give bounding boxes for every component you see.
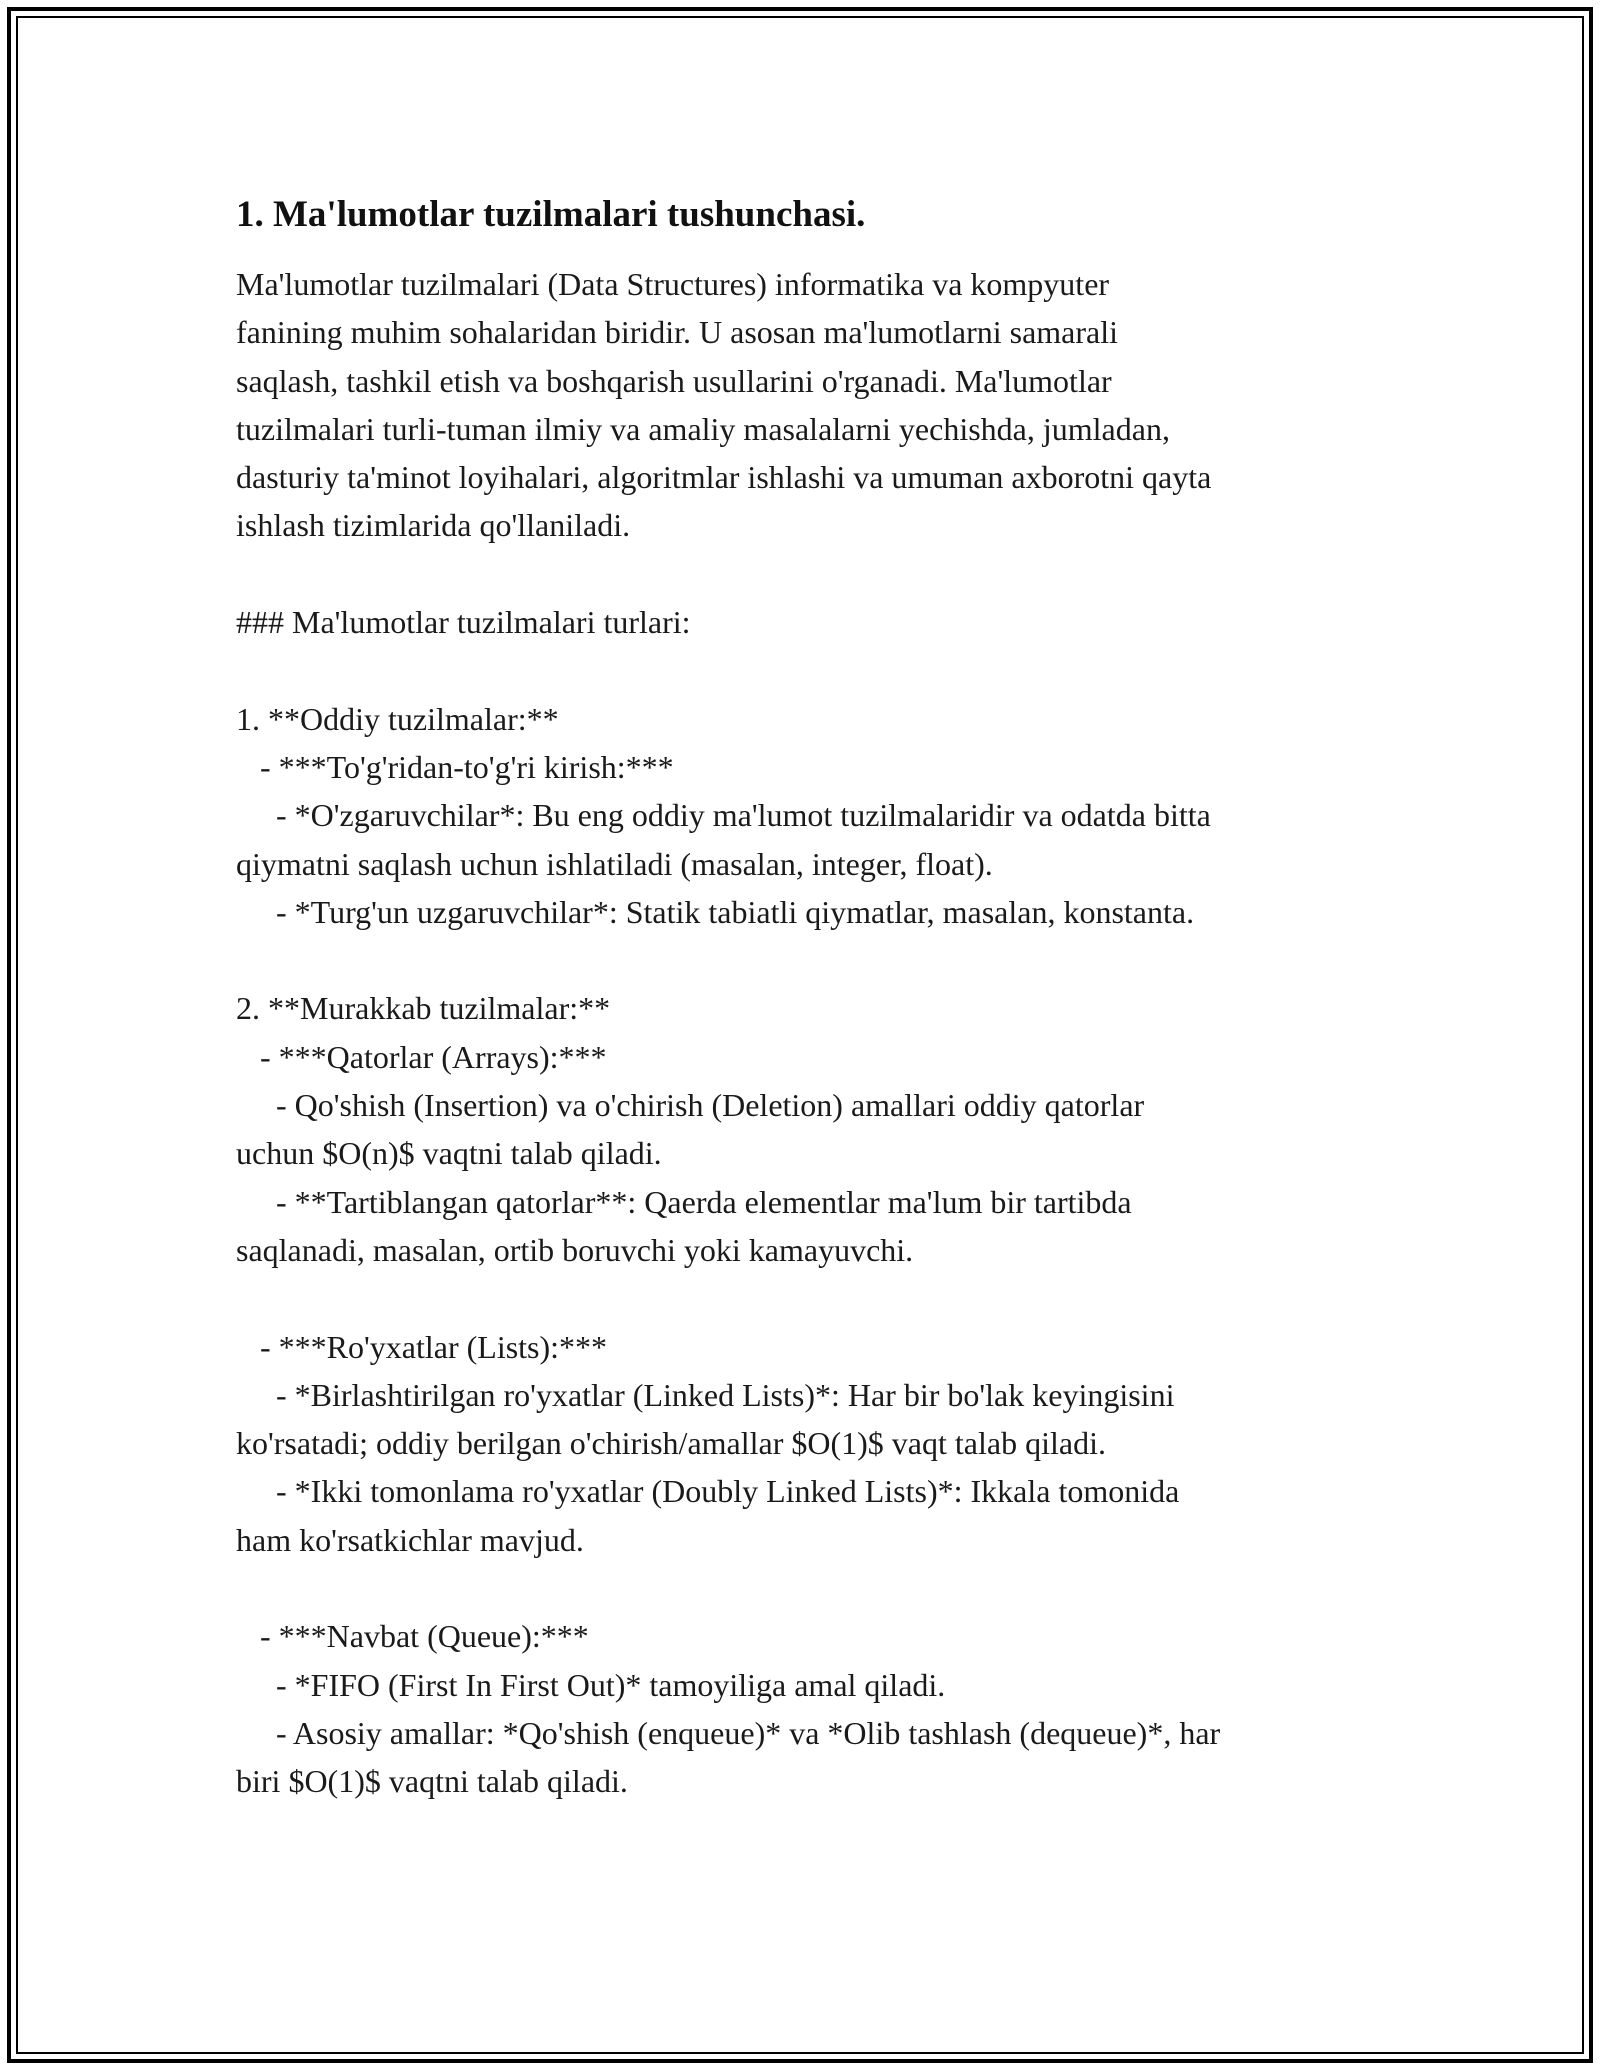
blank-line: [236, 646, 1386, 694]
blank-line: [236, 1564, 1386, 1612]
text-line: - *Ikki tomonlama ro'yxatlar (Doubly Linked Lists)*: Ikkala tomonida: [236, 1473, 1180, 1510]
text-line: - **Tartiblangan qatorlar**: Qaerda elementlar ma'lum bir tartibda: [236, 1183, 1132, 1220]
text-line: - ***To'g'ridan-to'g'ri kirish:***: [236, 748, 674, 785]
text-line: ishlash tizimlarida qo'llaniladi.: [236, 507, 631, 544]
text-line: 2. **Murakkab tuzilmalar:**: [236, 990, 611, 1027]
text-line: - ***Ro'yxatlar (Lists):***: [236, 1328, 608, 1365]
text-line: ham ko'rsatkichlar mavjud.: [236, 1521, 584, 1558]
text-line: qiymatni saqlash uchun ishlatiladi (masalan, integer, float).: [236, 845, 993, 882]
text-line: saqlash, tashkil etish va boshqarish usullarini o'rganadi. Ma'lumotlar: [236, 362, 1112, 399]
text-line: - *Turg'un uzgaruvchilar*: Statik tabiatli qiymatlar, masalan, konstanta.: [236, 893, 1195, 930]
text-line: biri $O(1)$ vaqtni talab qiladi.: [236, 1763, 628, 1800]
document-text: [236, 260, 1386, 1806]
text-line: ko'rsatadi; oddiy berilgan o'chirish/amallar $O(1)$ vaqt talab qiladi.: [236, 1425, 1106, 1462]
page-title: 1. Ma'lumotlar tuzilmalari tushunchasi.: [236, 194, 866, 235]
text-line: ### Ma'lumotlar tuzilmalari turlari:: [236, 604, 691, 641]
text-line: fanining muhim sohalaridan biridir. U asosan ma'lumotlarni samarali: [236, 314, 1119, 351]
text-line: 1. **Oddiy tuzilmalar:**: [236, 700, 559, 737]
text-line: Ma'lumotlar tuzilmalari (Data Structures) informatika va kompyuter: [236, 266, 1110, 302]
text-line: - Asosiy amallar: *Qo'shish (enqueue)* va *Olib tashlash (dequeue)*, har: [236, 1714, 1221, 1751]
blank-line: [236, 936, 1386, 984]
text-line: dasturiy ta'minot loyihalari, algoritmlar ishlashi va umuman axborotni qayta: [236, 459, 1212, 496]
text-line: - Qo'shish (Insertion) va o'chirish (Deletion) amallari oddiy qatorlar: [236, 1087, 1145, 1124]
document-body: [236, 185, 1386, 1806]
text-line: - ***Navbat (Queue):***: [236, 1618, 589, 1655]
text-line: - *O'zgaruvchilar*: Bu eng oddiy ma'lumot tuzilmalaridir va odatda bitta: [236, 797, 1211, 834]
text-line: - *FIFO (First In First Out)* tamoyiliga amal qiladi.: [236, 1666, 946, 1703]
text-line: tuzilmalari turli-tuman ilmiy va amaliy masalalarni yechishda, jumladan,: [236, 410, 1170, 447]
text-line: uchun $O(n)$ vaqtni talab qiladi.: [236, 1135, 662, 1172]
text-line: - ***Qatorlar (Arrays):***: [236, 1038, 607, 1075]
text-line: - *Birlashtirilgan ro'yxatlar (Linked Lists)*: Har bir bo'lak keyingisini: [236, 1376, 1175, 1413]
blank-line: [236, 1274, 1386, 1322]
blank-line: [236, 550, 1386, 598]
text-line: saqlanadi, masalan, ortib boruvchi yoki kamayuvchi.: [236, 1231, 914, 1268]
